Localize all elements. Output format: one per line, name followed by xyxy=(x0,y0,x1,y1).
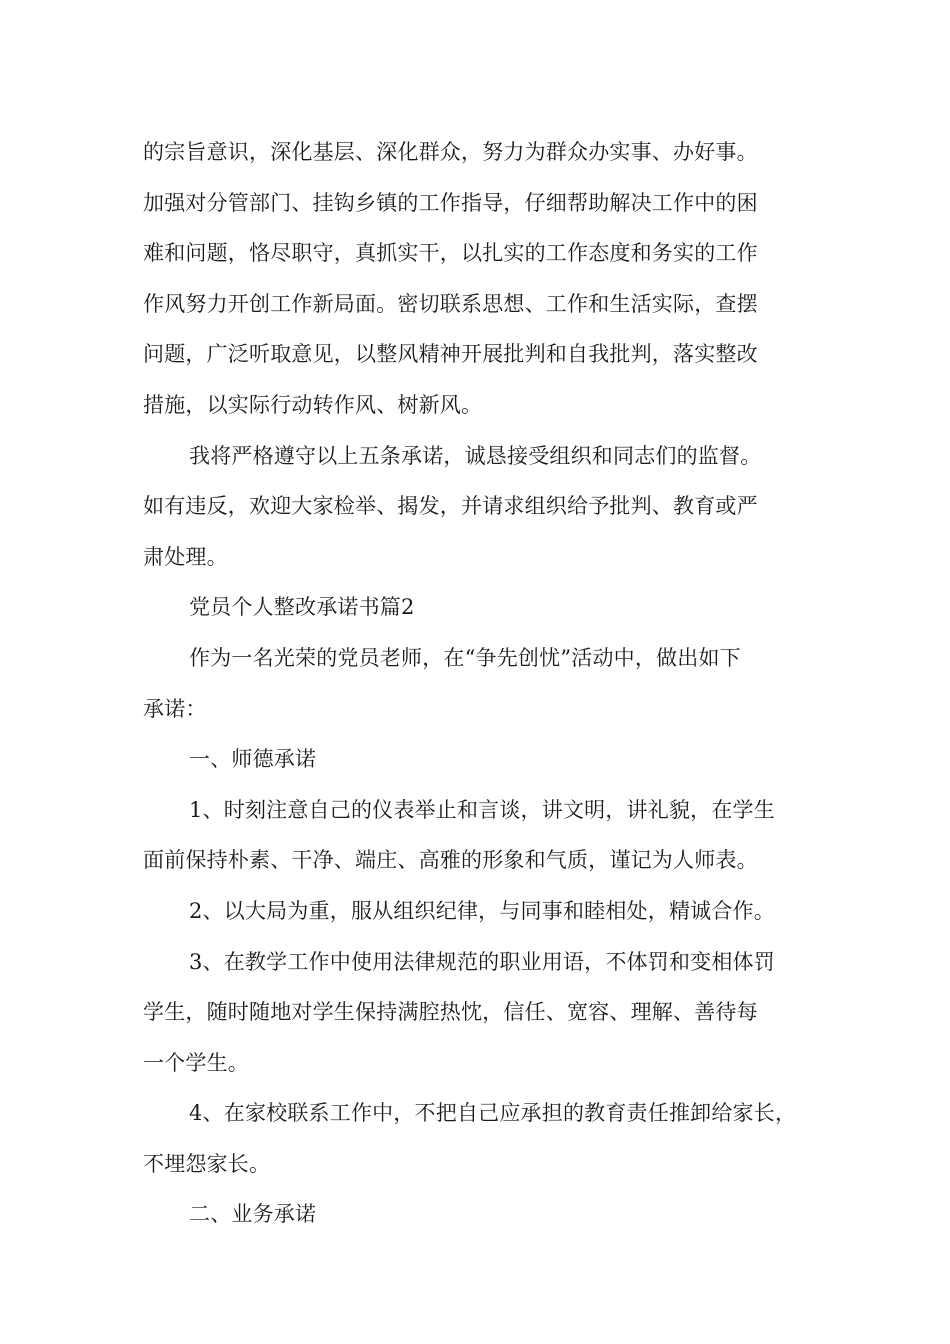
text-line: 措施，以实际行动转作风、树新风。 xyxy=(143,392,483,417)
text-line: 的宗旨意识，深化基层、深化群众，努力为群众办实事、办好事。 xyxy=(143,140,758,164)
list-item-start-line: 1、时刻注意自己的仪表举止和言谈，讲文明，讲礼貌，在学生 xyxy=(189,797,775,822)
text-line: 肃处理。 xyxy=(143,544,228,569)
text-line: 一个学生。 xyxy=(143,1050,249,1075)
paragraph-start-line: 我将严格遵守以上五条承诺，诚恳接受组织和同志们的监督。 xyxy=(189,443,762,468)
section-heading: 一、师德承诺 xyxy=(189,747,317,772)
paragraph-start-line: 作为一名光荣的党员老师，在“争先创忧”活动中，做出如下 xyxy=(189,645,741,670)
list-item-start-line: 4、在家校联系工作中，不把自己应承担的教育责任推卸给家长， xyxy=(189,1101,797,1126)
text-line: 学生，随时随地对学生保持满腔热忱，信任、宽容、理解、善待每 xyxy=(143,1000,758,1025)
document-body xyxy=(143,127,813,1240)
text-line: 不埋怨家长。 xyxy=(143,1151,271,1176)
text-line: 作风努力开创工作新局面。密切联系思想、工作和生活实际，查摆 xyxy=(143,291,758,316)
text-line: 面前保持朴素、干净、端庄、高雅的形象和气质，谨记为人师表。 xyxy=(143,848,758,873)
list-item-start-line: 3、在教学工作中使用法律规范的职业用语，不体罚和变相体罚 xyxy=(189,949,775,974)
list-item-start-line: 2、以大局为重，服从组织纪律，与同事和睦相处，精诚合作。 xyxy=(189,898,775,923)
section-title: 党员个人整改承诺书篇2 xyxy=(189,595,415,620)
section-heading: 二、业务承诺 xyxy=(189,1202,317,1227)
text-line: 承诺： xyxy=(143,696,207,721)
text-line: 难和问题，恪尽职守，真抓实干，以扎实的工作态度和务实的工作 xyxy=(143,241,758,266)
text-line: 加强对分管部门、挂钩乡镇的工作指导，仔细帮助解决工作中的困 xyxy=(143,190,758,215)
text-line: 问题，广泛听取意见，以整风精神开展批判和自我批判，落实整改 xyxy=(143,342,758,367)
text-line: 如有违反，欢迎大家检举、揭发，并请求组织给予批判、教育或严 xyxy=(143,494,758,519)
